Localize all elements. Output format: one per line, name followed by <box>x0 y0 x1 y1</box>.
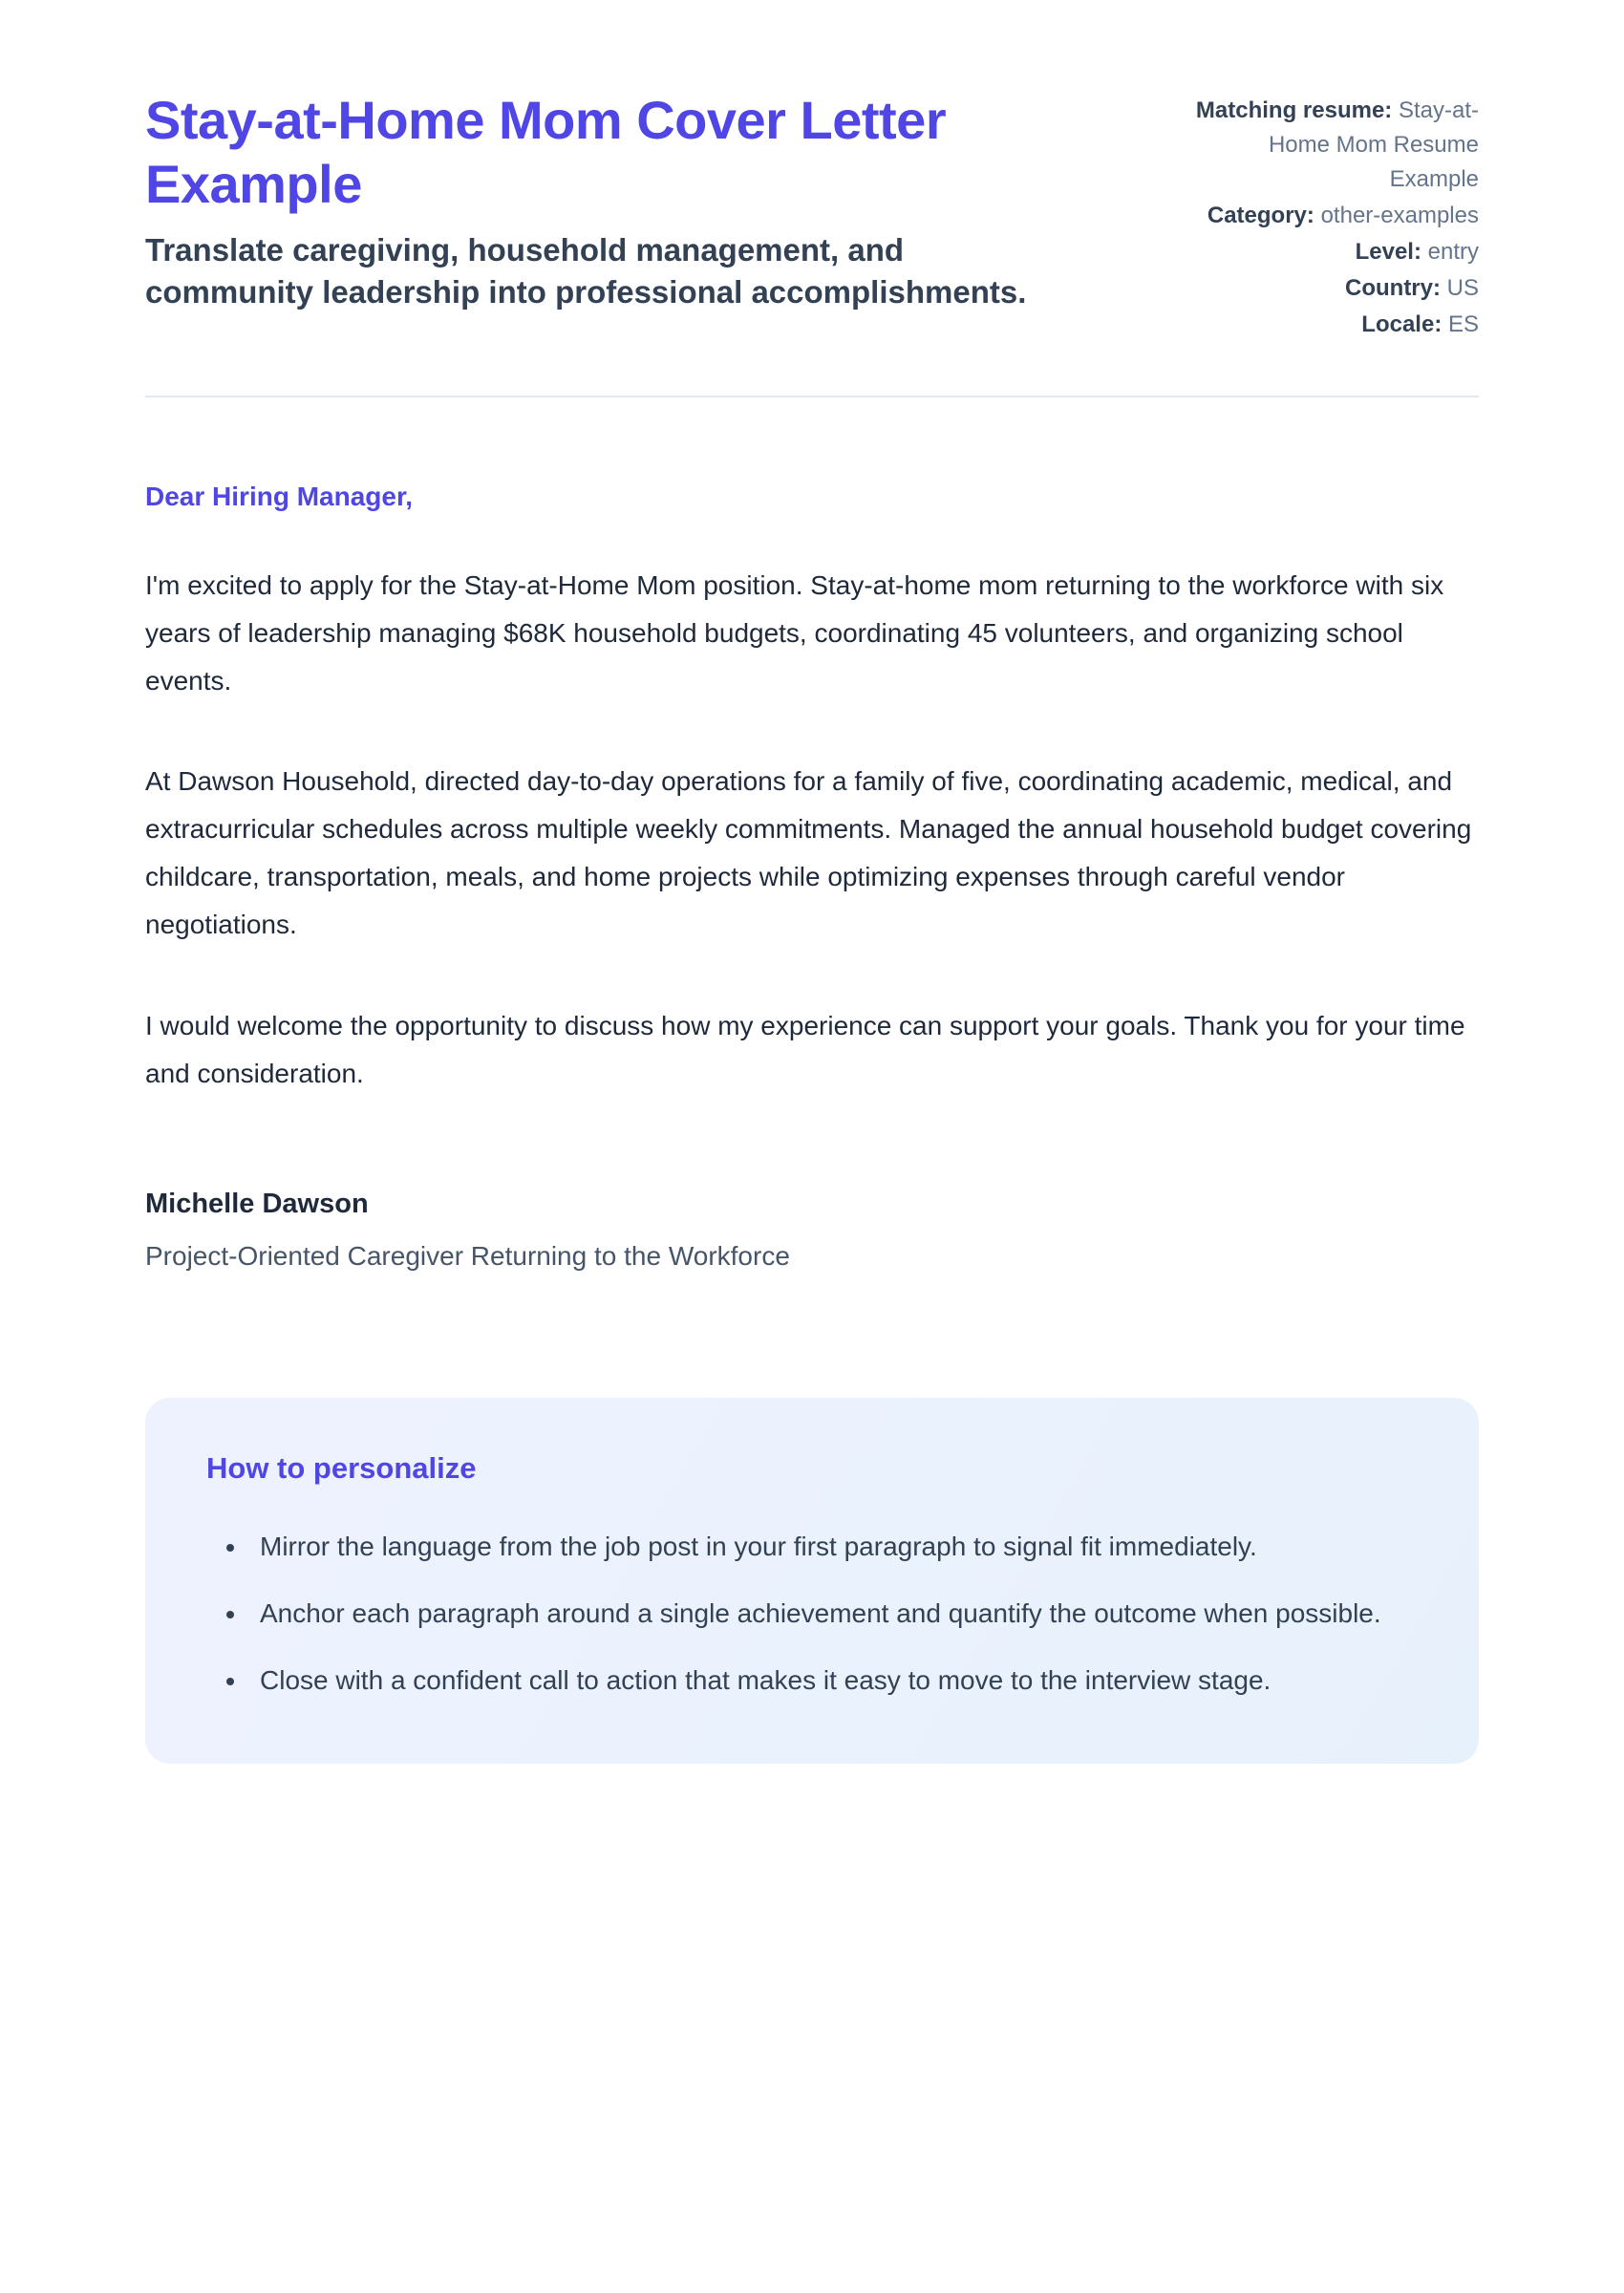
meta-label: Locale: <box>1361 311 1442 337</box>
meta-value: Stay-at-Home Mom Resume Example <box>1268 97 1479 192</box>
salutation: Dear Hiring Manager, <box>145 482 414 511</box>
tip-item-3: • Close with a confident call to action that makes it easy to move to the interview stage. <box>248 1658 1418 1704</box>
meta-value: ES <box>1447 311 1479 337</box>
letter-paragraph-1: I'm excited to apply for the Stay-at-Home Mom position. Stay-at-home mom returning to the workforce with six years of leadership managing $68K household budgets, coordinating 45 volunteers, and organizing school events. <box>145 570 1444 696</box>
meta-locale <box>1173 308 1479 342</box>
meta-matching-resume <box>1173 94 1479 197</box>
meta-value: US <box>1446 275 1479 301</box>
meta-category <box>1173 199 1479 233</box>
tips-list <box>206 1524 1418 1703</box>
meta-label: Country: <box>1345 275 1441 301</box>
page-header <box>145 88 1479 344</box>
signature-title: Project-Oriented Caregiver Returning to the Workforce <box>145 1241 790 1272</box>
meta-label: Level: <box>1355 239 1421 265</box>
meta-label: Category: <box>1207 203 1314 228</box>
header-title-block <box>145 88 1116 312</box>
tip-item-2: • Anchor each paragraph around a single achievement and quantify the outcome when possible. <box>248 1591 1418 1637</box>
meta-country <box>1173 271 1479 306</box>
signature-name: Michelle Dawson <box>145 1189 369 1220</box>
header-divider <box>145 396 1479 397</box>
resume-meta-block <box>1173 88 1479 344</box>
content-column <box>145 0 1479 1764</box>
meta-value: other-examples <box>1320 203 1479 228</box>
meta-value: entry <box>1427 239 1479 265</box>
letter-paragraph-2: At Dawson Household, directed day-to-day operations for a family of five, coordinating academic, medical, and extracurricular schedules across multiple weekly commitments. Managed the annual household budget covering childcare, transportation, meals, and home projects while optimizing expenses through careful vendor negotiations. <box>145 766 1472 939</box>
page-subtitle: Translate caregiving, household management, and community leadership into professional accomplishments. <box>145 232 1027 310</box>
signature-block <box>145 1189 1479 1272</box>
tip-item-1: • Mirror the language from the job post in your first paragraph to signal fit immediately. <box>248 1524 1418 1570</box>
cover-letter-body <box>145 482 1479 1272</box>
how-to-personalize-box <box>145 1398 1479 1764</box>
meta-label: Matching resume: <box>1195 97 1393 123</box>
tips-heading: How to personalize <box>206 1451 477 1486</box>
page-title: Stay-at-Home Mom Cover Letter Example <box>145 90 947 215</box>
meta-level <box>1173 235 1479 269</box>
letter-paragraph-3: I would welcome the opportunity to discuss how my experience can support your goals. Thank you for your time and consideration. <box>145 1010 1465 1088</box>
